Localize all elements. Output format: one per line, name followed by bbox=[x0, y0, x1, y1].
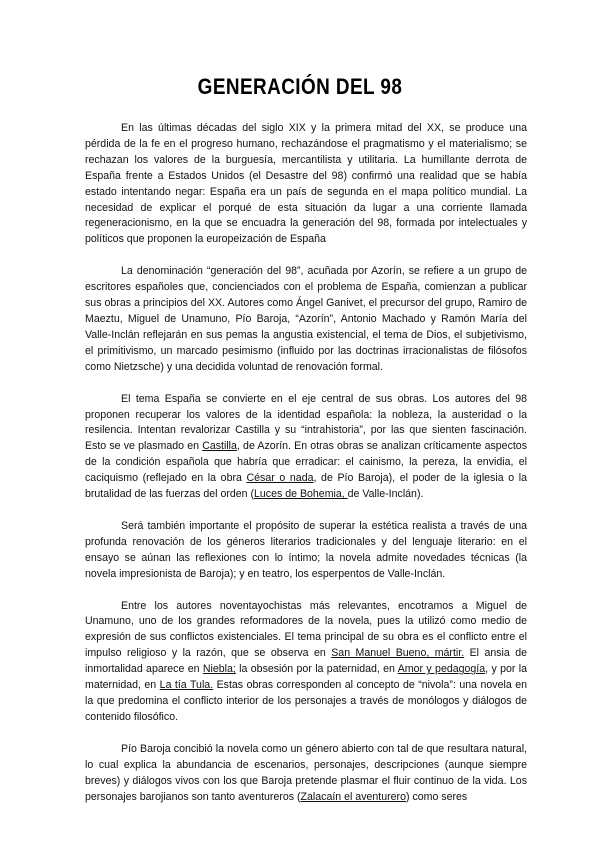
text-span: de Valle-Inclán). bbox=[347, 488, 424, 501]
page-title: GENERACIÓN DEL 98 bbox=[197, 74, 403, 99]
text-span: ) como seres bbox=[405, 790, 468, 803]
paragraph-unamuno bbox=[85, 599, 527, 726]
paragraph-tema-espana bbox=[85, 392, 527, 503]
text-span: Pío Baroja concibió la novela como un género abierto con tal de que resultara natural, lo cual explica la abundancia de escenarios, personajes, descripciones (aunque siempre breves) y diálogos vivos con los que Baroja pretende plasmar el fluir continuo de la vida. Los personajes barojianos son tanto aventureros ( bbox=[85, 742, 527, 803]
work-title-niebla: Niebla; bbox=[202, 663, 236, 676]
work-title-amor-y-pedagogia: Amor y pedagogía bbox=[397, 663, 486, 676]
work-title-luces-de-bohemia: Luces de Bohemia, bbox=[254, 488, 348, 501]
text-span: , de Pío Baroja), el poder de la iglesia o la brutalidad de las fuerzas del orden ( bbox=[85, 472, 527, 501]
work-title-la-tia-tula: La tía Tula. bbox=[159, 679, 214, 692]
work-title-zalacain: Zalacaín el aventurero bbox=[300, 790, 406, 803]
text-span: El tema España se convierte en el eje central de sus obras. Los autores del 98 proponen recuperar los valores de la identidad española: la nobleza, la austeridad o la resilencia. Intentan revalorizar Castilla y su “intrahistoria”, por las que sienten fascinación. Esto se ve plasmado en bbox=[85, 392, 527, 453]
text-span: Estas obras corresponden al concepto de “nivola”: una novela en la que predomina el conflicto interior de los personajes a través de monólogos y diálogos de contenido filosófico. bbox=[85, 679, 527, 723]
text-span: la obsesión por la paternidad, en bbox=[235, 663, 398, 676]
paragraph-renovacion: Será también importante el propósito de superar la estética realista a través de una profunda renovación de los géneros literarios tradicionales y del lenguaje literario: en el ensayo se aúnan las reflexiones con lo íntimo; la novela admite novedades técnicas (la novela impresionista de Baroja); y en teatro, los esperpentos de Valle-Inclán. bbox=[85, 519, 527, 580]
paragraph-context: En las últimas décadas del siglo XIX y la primera mitad del XX, se produce una pérdida de la fe en el progreso humano, rechazándose el pragmatismo y el materialismo; se rechazan los valores de la burguesía, mercantilista y utilitaria. La humillante derrota de España frente a Estados Unidos (el Desastre del 98) confirmó una realidad que se había estado intentando negar: España era un país de segunda en el mapa político mundial. La necesidad de explicar el porqué de esta situación da lugar a una corriente llamada regeneracionismo, en la que se encuadra la generación del 98, formada por intelectuales y políticos que proponen la europeización de España bbox=[85, 122, 527, 246]
paragraph-denomination: La denominación “generación del 98”, acuñada por Azorín, se refiere a un grupo de escritores españoles que, concienciados con el problema de España, comienzan a publicar sus obras a principios del XX. Autores como Ángel Ganivet, el precursor del grupo, Ramiro de Maeztu, Miguel de Unamuno, Pío Baroja, “Azorín”, Antonio Machado y Ramón María del Valle-Inclán reflejarán en sus pemas la angustia existencial, el tema de Dios, el subjetivismo, el primitivismo, un marcado pesimismo (influido por las doctrinas irracionalistas de filósofos como Nietzsche) y una decidida voluntad de renovación formal. bbox=[85, 265, 527, 373]
text-span: El ansia de inmortalidad aparece en bbox=[85, 647, 527, 676]
text-span: Entre los autores noventayochistas más relevantes, encotramos a Miguel de Unamuno, uno de los grandes reformadores de la novela, pues la utilizó como medio de expresión de sus conflictos existenciales. El tema principal de su obra es el conflicto entre el impulso religioso y la razón, que se observa en bbox=[85, 599, 527, 660]
work-title-san-manuel-bueno: San Manuel Bueno, mártir. bbox=[331, 647, 465, 660]
paragraph-baroja bbox=[85, 742, 527, 806]
document-body bbox=[85, 121, 527, 821]
text-span: , y por la maternidad, en bbox=[85, 663, 527, 692]
work-title-cesar-o-nada: César o nada bbox=[246, 472, 314, 485]
text-span: , de Azorín. En otras obras se analizan críticamente aspectos de la condición española que habría que erradicar: el cainismo, la pereza, la envidia, el caciquismo (reflejado en la obra bbox=[85, 440, 527, 485]
work-title-castilla: Castilla bbox=[202, 440, 237, 453]
